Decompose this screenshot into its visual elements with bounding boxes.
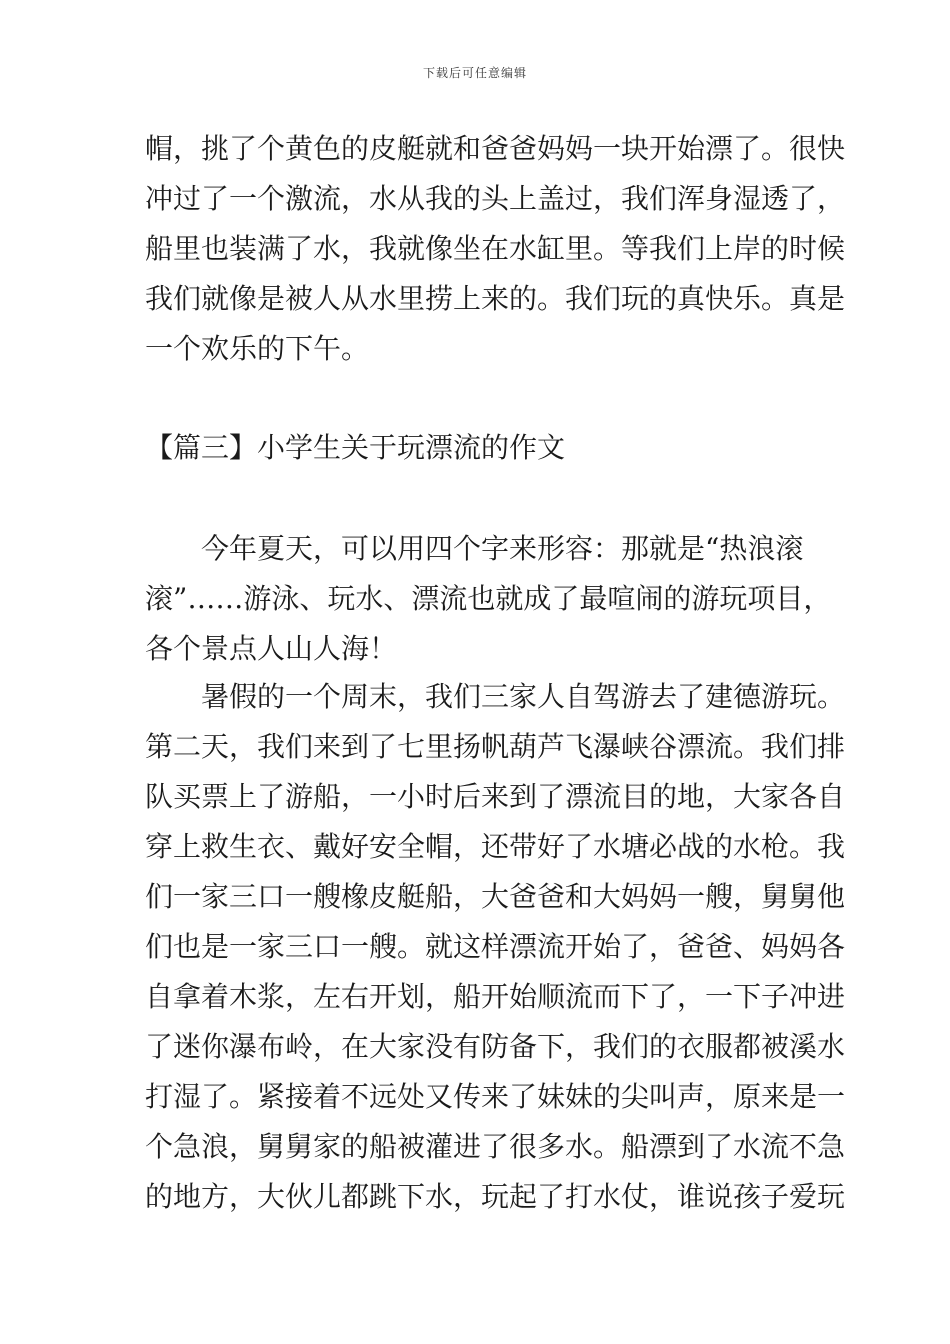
paragraph-2 (145, 672, 846, 1222)
text-line: 一个欢乐的下午。 (145, 332, 370, 365)
text-line: 帽，挑了个黄色的皮艇就和爸爸妈妈一块开始漂了。很快 (145, 132, 846, 165)
text-line: 穿上救生衣、戴好安全帽，还带好了水塘必战的水枪。我 (145, 830, 846, 863)
text-line: 打湿了。紧接着不远处又传来了妹妹的尖叫声，原来是一 (145, 1080, 846, 1113)
text-line: 各个景点人山人海！ (145, 632, 398, 665)
paragraph-continued (145, 124, 846, 374)
text-line: 冲过了一个激流，水从我的头上盖过，我们浑身湿透了， (145, 182, 846, 215)
text-line: 们也是一家三口一艘。就这样漂流开始了，爸爸、妈妈各 (145, 930, 846, 963)
text-line: 的地方，大伙儿都跳下水，玩起了打水仗，谁说孩子爱玩 (145, 1180, 846, 1213)
text-line: 自拿着木浆，左右开划，船开始顺流而下了，一下子冲进 (145, 980, 846, 1013)
text-line: 个急浪，舅舅家的船被灌进了很多水。船漂到了水流不急 (145, 1130, 846, 1163)
paragraph-1 (145, 524, 832, 674)
text-line: 第二天，我们来到了七里扬帆葫芦飞瀑峡谷漂流。我们排 (145, 730, 846, 763)
text-line: 我们就像是被人从水里捞上来的。我们玩的真快乐。真是 (145, 282, 846, 315)
section-heading: 【篇三】小学生关于玩漂流的作文 (145, 431, 566, 464)
text-line: 暑假的一个周末，我们三家人自驾游去了建德游玩。 (201, 680, 846, 713)
text-line: 了迷你瀑布岭，在大家没有防备下，我们的衣服都被溪水 (145, 1030, 846, 1063)
text-line: 船里也装满了水，我就像坐在水缸里。等我们上岸的时候 (145, 232, 846, 265)
text-line: 们一家三口一艘橡皮艇船，大爸爸和大妈妈一艘，舅舅他 (145, 880, 846, 913)
page-header-note: 下载后可任意编辑 (422, 66, 527, 80)
text-line: 今年夏天，可以用四个字来形容：那就是“热浪滚 (201, 532, 804, 565)
text-line: 队买票上了游船，一小时后来到了漂流目的地，大家各自 (145, 780, 846, 813)
text-line: 滚”……游泳、玩水、漂流也就成了最喧闹的游玩项目， (145, 582, 832, 615)
